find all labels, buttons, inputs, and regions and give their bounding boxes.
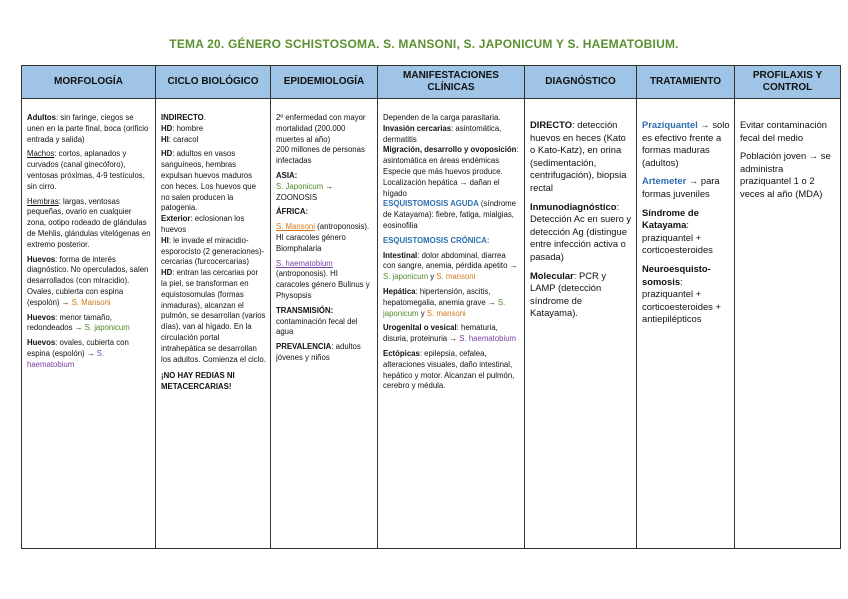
header-profilaxis: PROFILAXIS Y CONTROL xyxy=(735,66,841,99)
morf-huevos-3 xyxy=(27,338,151,370)
label-intestinal: Intestinal xyxy=(383,250,418,260)
label-exterior: Exterior xyxy=(161,214,191,224)
text-hembras: : largas, ventosas pequeñas, ovario en cualquier zona, ootipo rodeado de glándulas de Mehlis, glándulas vitelógenas en extremo posterior. xyxy=(27,196,151,249)
cell-morfologia xyxy=(22,99,156,549)
label-huevos: Huevos xyxy=(27,254,56,264)
text-directo: : detección huevos en heces (Kato o Kato-Katz), en orina (sedimentación, centrifugación), biopsia rectal xyxy=(530,119,627,193)
text-hd-3: : entran las cercarias por la piel, se transforman en equistosomulas (formas inmaduras), alcanzan el pulmón, se desarrollan (varios días), van al hígado. En la circulación portal intrahepática se desarrollan los adultos. Comienza el ciclo. xyxy=(161,268,266,364)
header-diagnostico: DIAGNÓSTICO xyxy=(525,66,637,99)
header-ciclo: CICLO BIOLÓGICO xyxy=(156,66,271,99)
label-neuro: Neuroesquisto-somosis xyxy=(642,262,711,287)
ciclo-hd xyxy=(161,124,266,135)
epi-mortalidad: 2º enfermedad con mayor mortalidad (200.000 muertes al año) xyxy=(276,113,366,144)
label-urogenital: Urogenital o vesical xyxy=(383,323,457,333)
diag-molecular xyxy=(530,270,632,320)
header-tratamiento: TRATAMIENTO xyxy=(637,66,735,99)
species-japonicum-hep: S. japonicum xyxy=(383,297,506,318)
label-hembras: Hembras xyxy=(27,196,59,206)
cell-profilaxis xyxy=(735,99,841,549)
header-manifestaciones: MANIFESTACIONES CLÍNICAS xyxy=(378,66,525,99)
text-exterior: : eclosionan los huevos xyxy=(161,214,245,234)
drug-praziquantel: Praziquantel xyxy=(642,119,698,130)
text-katayama: : praziquantel + corticoesteroides xyxy=(642,219,713,256)
ciclo-hd-3 xyxy=(161,268,266,365)
epi-transmision-text: contaminación fecal del agua xyxy=(276,316,358,337)
clin-cronica xyxy=(383,236,520,247)
summary-table xyxy=(21,65,841,549)
text-y-hep: y xyxy=(418,308,427,318)
epi-africa xyxy=(276,207,373,218)
trat-neuro xyxy=(642,263,730,326)
page-title: TEMA 20. GÉNERO SCHISTOSOMA. S. MANSONI, S. JAPONICUM Y S. HAEMATOBIUM. xyxy=(169,37,679,51)
species-mansoni-africa: S. Mansoni xyxy=(276,222,316,232)
label-ectopicas: Ectópicas xyxy=(383,348,420,358)
content-row xyxy=(22,99,841,549)
text-no-redias: ¡NO HAY REDIAS NI METACERCARIAS! xyxy=(161,371,235,392)
ciclo-tipo xyxy=(161,113,266,124)
text-mansoni-africa: (antroponosis). HI caracoles género Biomphalaria xyxy=(276,222,370,253)
species-haematobium: S. haematobium xyxy=(27,348,105,369)
label-migracion: Migración, desarrollo y ovoposición xyxy=(383,145,517,155)
label-asia: ASIA: xyxy=(276,170,298,180)
text-urogenital: : hematuria, disuria, proteinuria → xyxy=(383,323,498,344)
species-mansoni: S. Mansoni xyxy=(71,297,111,307)
label-huevos-2: Huevos xyxy=(27,312,56,322)
label-prevalencia: PREVALENCIA xyxy=(276,342,332,352)
clin-hepatica xyxy=(383,287,520,319)
label-cronica: ESQUISTOMOSIS CRÓNICA: xyxy=(383,235,490,245)
text-inmuno: : Detección Ac en suero y detección Ag (distingue entre infección activa o pasada) xyxy=(530,200,632,262)
text-ovales: Ovales, cubierta con espina (espolón) → xyxy=(27,286,124,307)
ciclo-exterior xyxy=(161,214,266,236)
epi-asia xyxy=(276,171,373,182)
species-haematobium-uro: S. haematobium xyxy=(459,334,517,344)
text-hi: : caracol xyxy=(168,134,199,144)
epi-transmision xyxy=(276,306,373,317)
text-huevos: : forma de interés diagnóstico. No operculados, salen desarrollados (con miracidio). xyxy=(27,254,149,286)
species-mansoni-hep: S. mansoni xyxy=(426,308,466,318)
trat-praziquantel xyxy=(642,119,730,169)
label-inmuno: Inmunodiagnóstico xyxy=(530,200,617,212)
ciclo-hd-2 xyxy=(161,149,266,214)
morf-huevos xyxy=(27,255,151,287)
text-prevalencia: : adultos jóvenes y niños xyxy=(276,342,361,362)
clin-urogenital xyxy=(383,323,520,345)
clin-carga: Dependen de la carga parasitaria. xyxy=(383,113,501,122)
text-y-int: y xyxy=(428,272,437,282)
morf-huevos-2 xyxy=(27,313,151,335)
label-molecular: Molecular xyxy=(530,269,574,281)
text-indirecto-dot: . xyxy=(203,113,206,122)
diag-inmuno xyxy=(530,201,632,264)
morf-machos xyxy=(27,149,151,192)
label-transmision: TRANSMISIÓN: xyxy=(276,305,334,315)
label-hd: HD xyxy=(161,123,173,133)
label-directo: DIRECTO xyxy=(530,119,573,130)
ciclo-hi xyxy=(161,135,266,146)
text-neuro: : praziquantel + corticoesteroides + antiepilépticos xyxy=(642,275,721,325)
species-japonicum: S. japonicum xyxy=(84,323,130,333)
ciclo-hi-2 xyxy=(161,236,266,268)
text-haematobium-africa: (antroponosis). HI caracoles género Bulinus y Physopsis xyxy=(276,269,370,300)
morf-hembras xyxy=(27,197,151,251)
label-hd-2: HD xyxy=(161,149,173,159)
text-intestinal: : dolor abdominal, diarrea con sangre, anemia, pérdida apetito → xyxy=(383,250,518,271)
clin-intestinal xyxy=(383,251,520,283)
header-epidemiologia: EPIDEMIOLOGÍA xyxy=(271,66,378,99)
epi-infectados: 200 millones de personas infectadas xyxy=(276,145,365,166)
header-row xyxy=(22,66,841,99)
drug-artemeter: Artemeter xyxy=(642,175,687,187)
prof-contaminacion: Evitar contaminación fecal del medio xyxy=(740,119,828,143)
trat-artemeter xyxy=(642,175,730,200)
epi-asia-text xyxy=(276,182,373,204)
text-hepatica: : hipertensión, ascitis, hepatomegalia, anemia grave → xyxy=(383,286,498,307)
label-adultos: Adultos xyxy=(27,113,57,122)
clin-migracion xyxy=(383,145,520,167)
epi-prevalencia xyxy=(276,342,373,364)
text-aguda: (síndrome de Katayama): fiebre, fatiga, mialgias, eosinofilia xyxy=(383,199,517,230)
species-japonicum-int: S. japonicum xyxy=(383,272,429,282)
epi-haematobium xyxy=(276,259,373,302)
species-mansoni-int: S. mansoni xyxy=(436,272,476,282)
clin-aguda xyxy=(383,199,520,231)
label-machos: Machos xyxy=(27,149,55,159)
header-morfologia: MORFOLOGÍA xyxy=(22,66,156,99)
label-hd-3: HD xyxy=(161,268,173,278)
morf-adultos xyxy=(27,113,151,145)
text-praziquantel: → solo es efectivo frente a formas maduras (adultos) xyxy=(642,119,730,168)
epi-mansoni xyxy=(276,222,373,254)
text-invasion: : asintomática, dermatitis xyxy=(383,123,502,144)
clin-ectopicas xyxy=(383,349,520,392)
label-huevos-3: Huevos xyxy=(27,338,56,348)
label-katayama: Síndrome de Katayama xyxy=(642,206,699,231)
cell-tratamiento xyxy=(637,99,735,549)
label-invasion: Invasión cercarias xyxy=(383,123,452,133)
text-artemeter: → para formas juveniles xyxy=(642,175,720,199)
text-molecular: : PCR y LAMP (detección síndrome de Katayama). xyxy=(530,269,607,319)
diag-directo xyxy=(530,119,632,195)
cell-diagnostico xyxy=(525,99,637,549)
species-haematobium-africa: S. haematobium xyxy=(276,258,333,268)
label-indirecto: INDIRECTO xyxy=(161,113,204,122)
text-hd-2: : adultos en vasos sanguíneos, hembras expulsan huevos maduros con heces. Los huevos que no salen producen la patogenia. xyxy=(161,149,256,213)
morf-ovales xyxy=(27,287,151,309)
text-machos: : cortos, aplanados y curvados (canal ginecóforo), ventosas próximas, 4-9 testículos, sin cirro. xyxy=(27,149,145,191)
cell-manifestaciones xyxy=(378,99,525,549)
cell-ciclo xyxy=(156,99,271,549)
text-ectopicas: : epilepsia, cefalea, alteraciones visuales, daño intestinal, hepático y motor. Alcanzan el pulmón, cerebro y médula. xyxy=(383,348,515,391)
trat-katayama xyxy=(642,207,730,257)
prof-poblacion: Población joven → se administra praziquantel 1 o 2 veces al año (MDA) xyxy=(740,150,831,199)
cell-epidemiologia xyxy=(271,99,378,549)
text-adultos: : sin faringe, ciegos se unen en la parte final, boca (orificio entrada y salida) xyxy=(27,113,149,144)
label-hepatica: Hepática xyxy=(383,286,416,296)
label-aguda: ESQUISTOMOSIS AGUDA xyxy=(383,199,479,209)
label-africa: ÁFRICA: xyxy=(276,207,309,217)
label-hi-2: HI xyxy=(161,235,169,245)
species-japonicum-asia: S. Japonicum xyxy=(276,181,324,191)
clin-invasion xyxy=(383,124,520,146)
text-hd: : hombre xyxy=(172,123,204,133)
text-huevos-3: : ovales, cubierta con espina (espolón) → xyxy=(27,338,129,358)
text-huevos-2: : menor tamaño, redondeados → xyxy=(27,312,112,333)
ciclo-warning xyxy=(161,371,266,393)
text-migracion: : asintomática en áreas endémicas xyxy=(383,145,519,166)
label-hi: HI xyxy=(161,134,169,144)
text-zoonosis: → ZOONOSIS xyxy=(276,181,334,202)
clin-especie: Especie que más huevos produce. Localización hepática → dañan el hígado xyxy=(383,166,503,198)
text-hi-2: : le invade el miracidio- esporocisto (2 generaciones)- cercarias (furcocercarias) xyxy=(161,235,265,267)
